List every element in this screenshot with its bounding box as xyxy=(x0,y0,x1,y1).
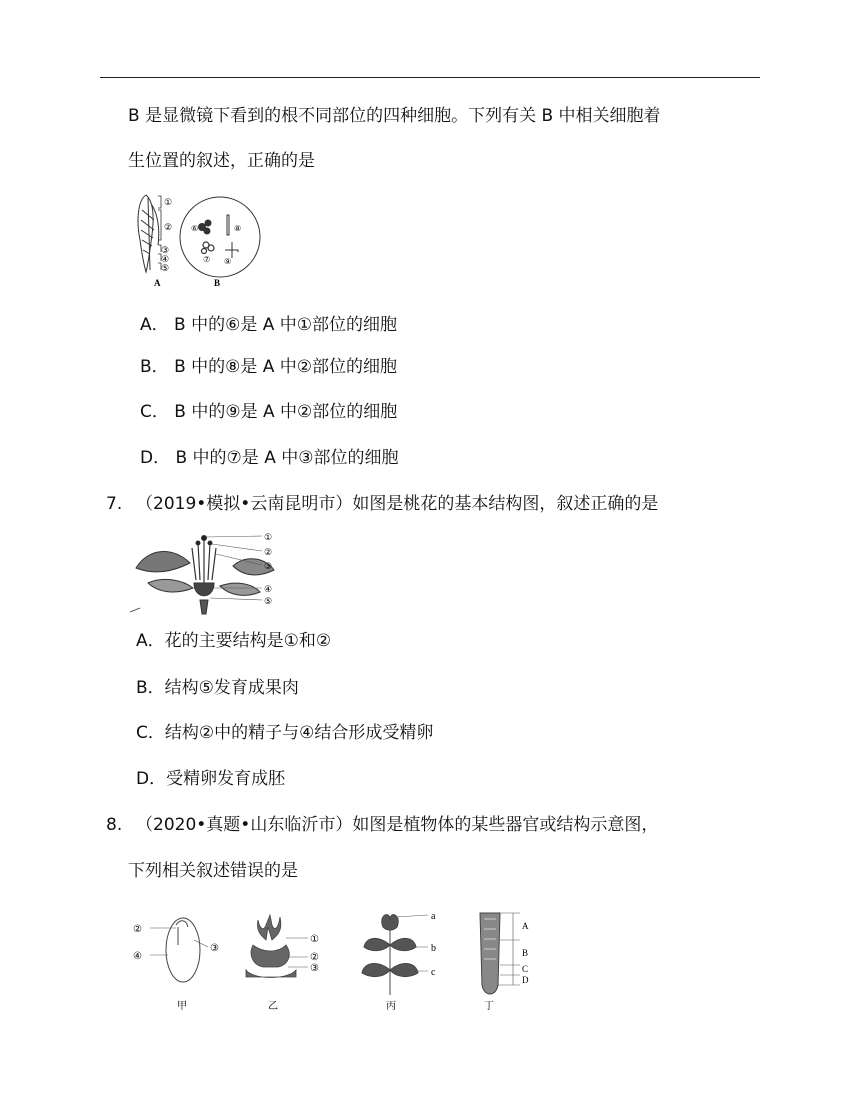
seed-drawing xyxy=(166,918,200,982)
q7-option-b: B．结构⑤发育成果肉 xyxy=(136,678,299,698)
bud-drawing xyxy=(246,915,296,978)
q7-option-a: A．花的主要结构是①和② xyxy=(136,631,332,651)
cell-7-cluster xyxy=(202,242,215,254)
label-b-7: ⑦ xyxy=(203,255,211,264)
cell-8 xyxy=(227,215,229,235)
label-a-2: ② xyxy=(164,222,173,232)
bud-label-2: ② xyxy=(310,952,319,963)
q7-option-c: C．结构②中的精子与④结合形成受精卵 xyxy=(136,723,434,743)
caption-b: B xyxy=(214,278,221,288)
label-a-3: ③ xyxy=(161,245,170,255)
flower-label-4: ④ xyxy=(264,584,273,594)
seed-label-2: ② xyxy=(133,924,142,935)
cell-6-cluster xyxy=(198,220,212,235)
q6-stem-line2: 生位置的叙述，正确的是 xyxy=(128,151,315,171)
caption-bing: 丙 xyxy=(386,1001,396,1012)
caption-ding: 丁 xyxy=(484,1001,494,1012)
root-tip-drawing-2 xyxy=(480,913,500,994)
flower-label-2: ② xyxy=(264,547,273,557)
microscope-field xyxy=(180,197,260,277)
seed-label-4: ④ xyxy=(133,951,142,962)
q8-number: 8. xyxy=(106,815,123,835)
cell-9 xyxy=(225,242,238,258)
shoot-label-c: c xyxy=(431,967,436,978)
shoot-label-b: b xyxy=(431,943,436,954)
root-label-C: C xyxy=(522,964,529,974)
q8-stem-line1: （2020•真题•山东临沂市）如图是植物体的某些器官或结构示意图， xyxy=(136,815,659,835)
q6-option-b: B． B 中的⑧是 A 中②部位的细胞 xyxy=(140,357,398,377)
root-label-A: A xyxy=(522,921,529,931)
q6-stem-line1: B 是显微镜下看到的根不同部位的四种细胞。下列有关 B 中相关细胞着 xyxy=(128,106,661,126)
label-a-5: ⑤ xyxy=(161,263,170,273)
q8-stem-line2: 下列相关叙述错误的是 xyxy=(128,861,298,881)
flower-label-5: ⑤ xyxy=(264,596,273,606)
bud-label-1: ① xyxy=(310,934,319,945)
caption-yi: 乙 xyxy=(268,1001,278,1012)
root-label-D: D xyxy=(522,975,529,985)
q7-number: 7. xyxy=(106,494,123,514)
q6-option-d: D． B 中的⑦是 A 中③部位的细胞 xyxy=(140,448,399,468)
q7-stem: （2019•模拟•云南昆明市）如图是桃花的基本结构图，叙述正确的是 xyxy=(136,494,659,514)
q8-plant-structures-figure xyxy=(128,905,548,1020)
shoot-label-a: a xyxy=(431,911,436,922)
bud-label-3: ③ xyxy=(310,963,319,974)
flower-drawing xyxy=(130,536,274,615)
label-a-1: ① xyxy=(164,197,173,207)
q6-option-c: C． B 中的⑨是 A 中②部位的细胞 xyxy=(140,402,398,422)
q6-option-a: A． B 中的⑥是 A 中①部位的细胞 xyxy=(140,315,398,335)
label-a-4: ④ xyxy=(161,254,170,264)
label-b-6: ⑥ xyxy=(191,224,199,233)
label-b-9: ⑨ xyxy=(224,257,232,266)
caption-jia: 甲 xyxy=(177,1001,187,1012)
root-label-B: B xyxy=(522,948,529,958)
q7-option-d: D．受精卵发育成胚 xyxy=(136,769,286,789)
flower-label-1: ① xyxy=(264,532,273,542)
flower-label-3: ③ xyxy=(264,561,273,571)
seed-label-3: ③ xyxy=(210,943,219,954)
caption-a: A xyxy=(154,278,161,288)
label-b-8: ⑧ xyxy=(234,224,242,233)
header-rule xyxy=(100,77,760,78)
q6-root-cells-figure xyxy=(128,190,268,290)
shoot-drawing xyxy=(362,915,418,995)
root-tip-drawing xyxy=(138,195,159,272)
q7-peach-flower-figure xyxy=(128,528,288,616)
